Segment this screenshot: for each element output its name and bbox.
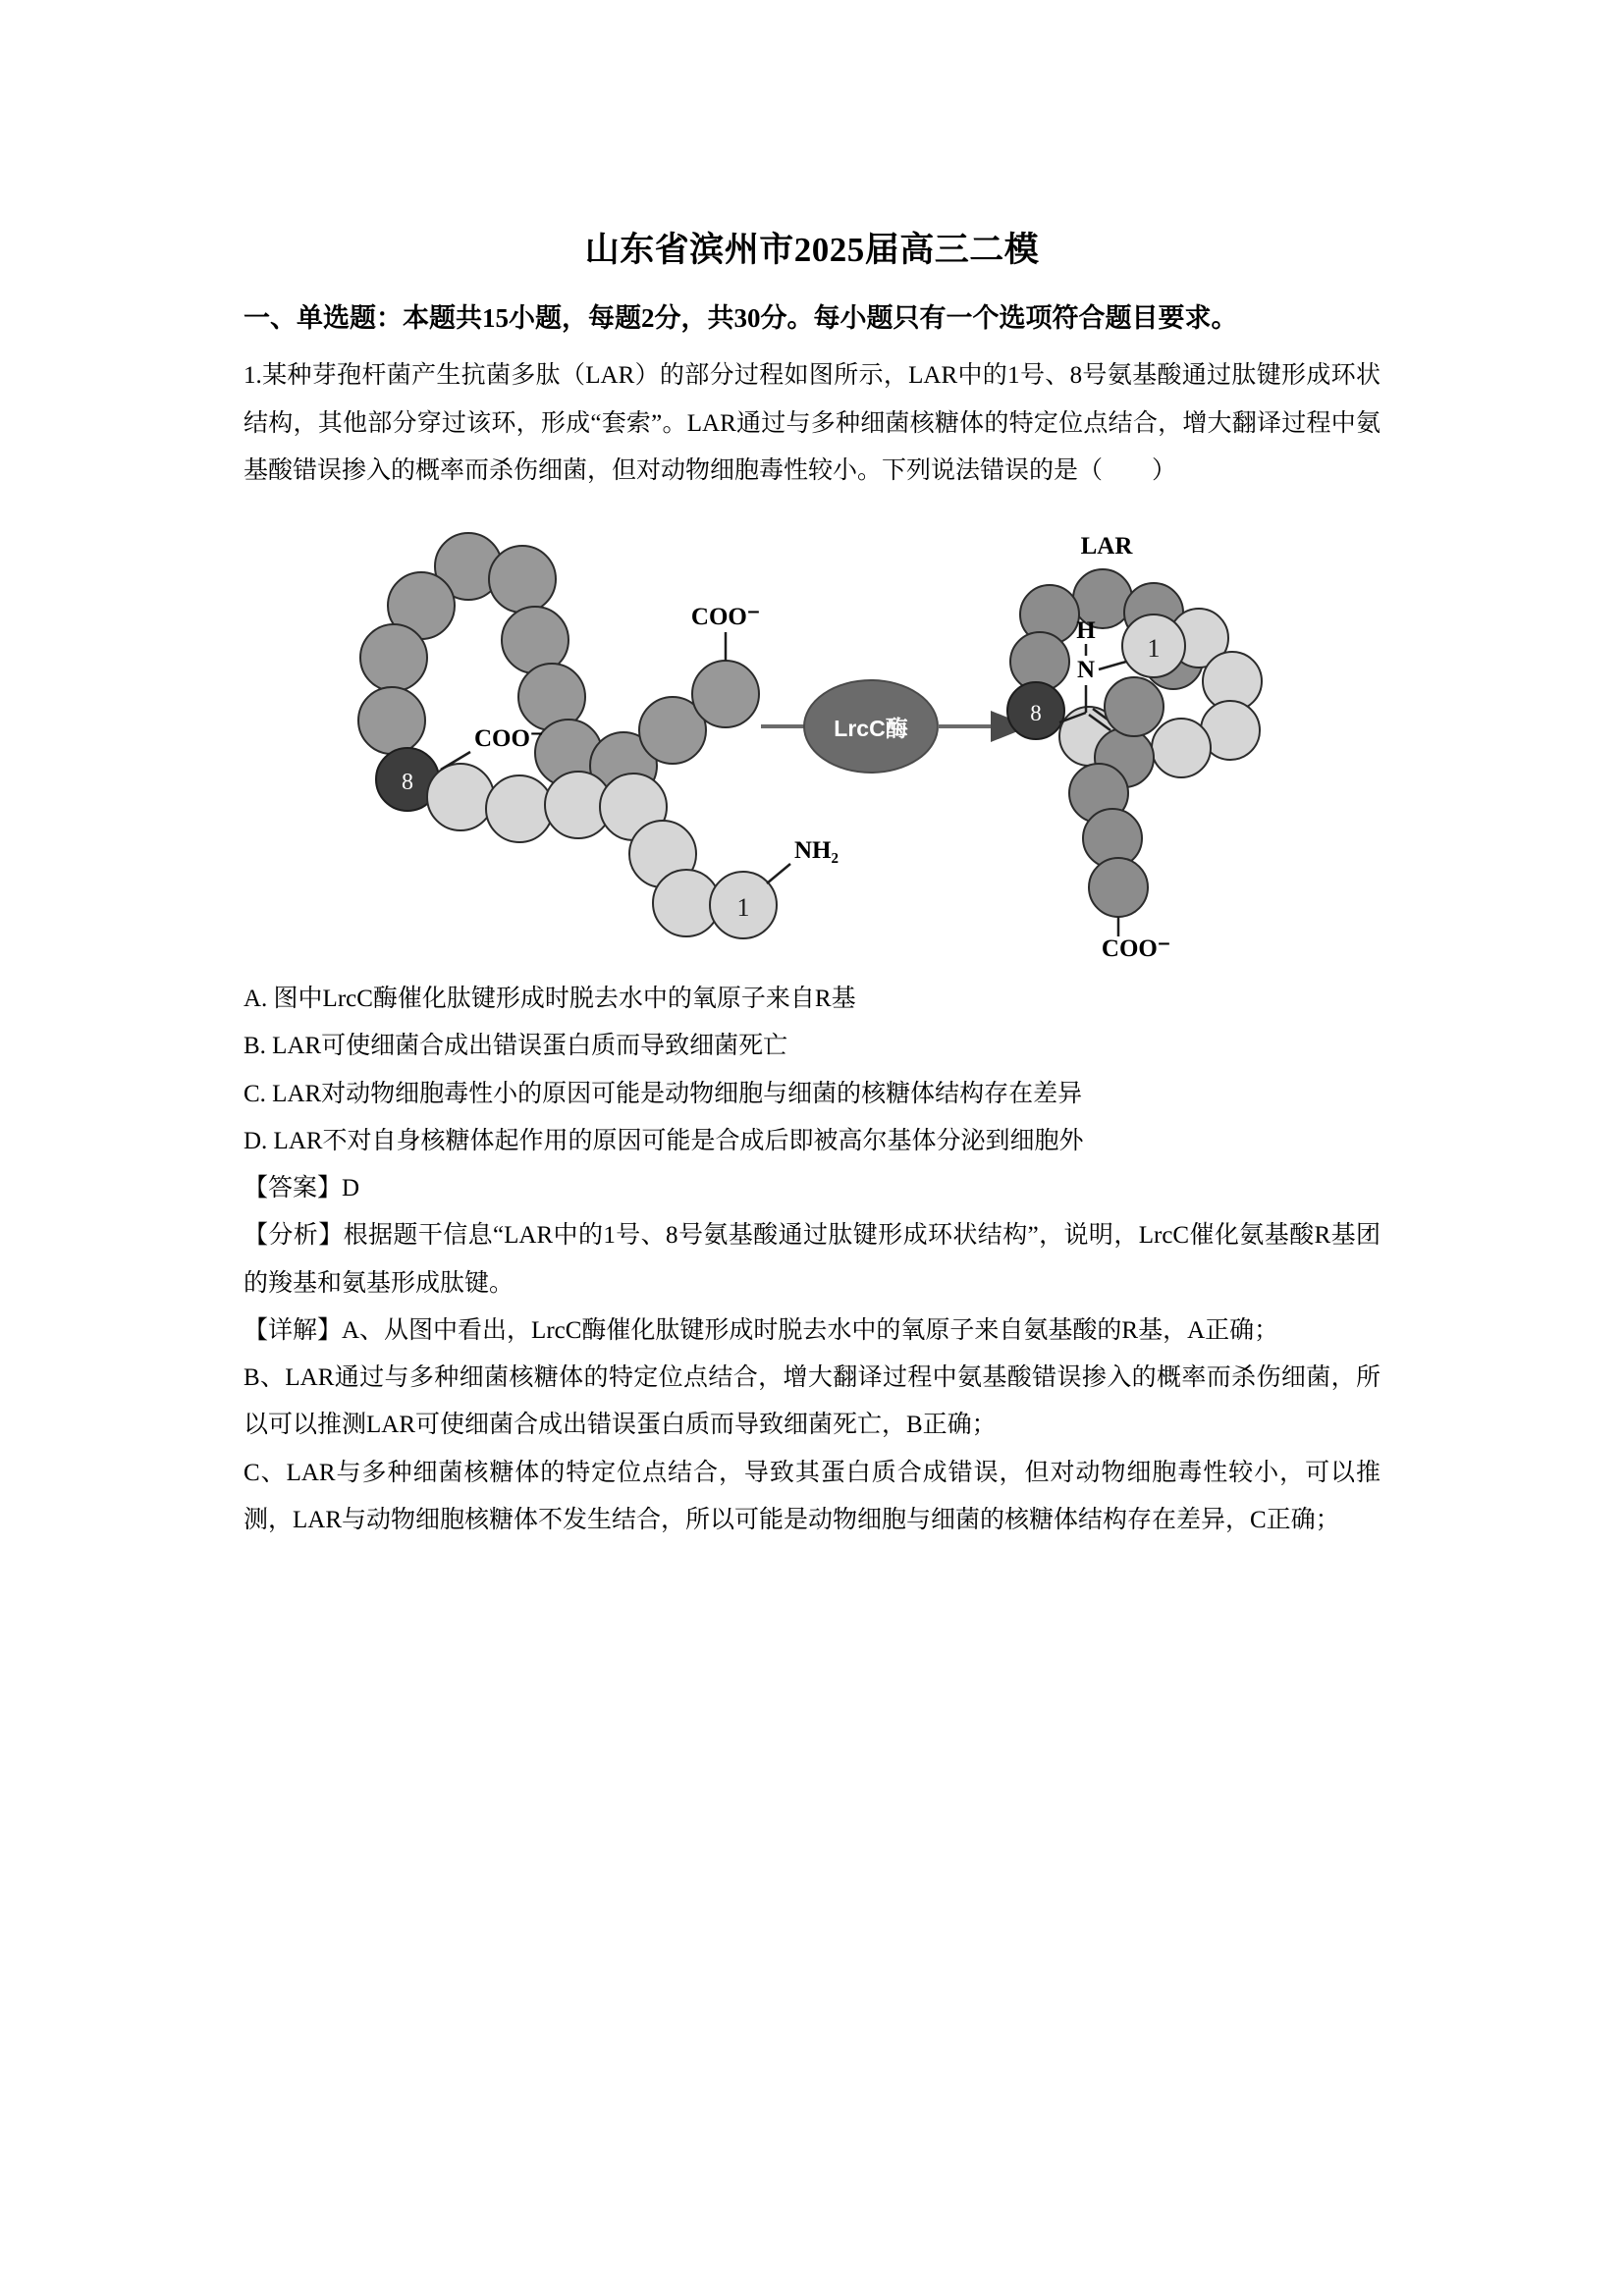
residue-bead — [1089, 858, 1148, 917]
lar-lasso-group — [1007, 533, 1262, 962]
enzyme-label: LrcC酶 — [834, 716, 908, 742]
question-stem: 1.某种芽孢杆菌产生抗菌多肽（LAR）的部分过程如图所示，LAR中的1号、8号氨基酸通过肽键形成环状结构，其他部分穿过该环，形成“套索”。LAR通过与多种细菌核糖体的特定位点结合，增大翻译过程中氨基酸错误掺入的概率而杀伤细菌，但对动物细胞毒性较小。下列说法错误的是（ ） — [244, 362, 1380, 484]
explanation-c: C、LAR与多种细菌核糖体的特定位点结合，导致其蛋白质合成错误，但对动物细胞毒性较小，可以推测，LAR与动物细胞核糖体不发生结合，所以可能是动物细胞与细菌的核糖体结构存在差异，C正确； — [244, 1459, 1380, 1533]
answer-line: 【答案】D — [244, 1175, 360, 1202]
coo-left-upper-label: COO⁻ — [690, 604, 761, 631]
lar-label: LAR — [1080, 533, 1133, 561]
residue-bead — [358, 687, 425, 754]
nh2-label: NH₂ — [794, 837, 839, 865]
residue-8-label: 8 — [402, 770, 413, 796]
page-title: 山东省滨州市2025届高三二模 — [584, 231, 1040, 269]
residue-bead — [360, 624, 427, 691]
enzyme-arrow-group — [761, 680, 1026, 773]
option-d: D. LAR不对自身核糖体起作用的原因可能是合成后即被高尔基体分泌到细胞外 — [244, 1127, 1084, 1154]
option-b: B. LAR可使细菌合成出错误蛋白质而导致细菌死亡 — [244, 1033, 788, 1060]
coo-left-lower-label: COO⁻ — [474, 725, 544, 753]
lar-peptide-diagram — [351, 512, 1273, 963]
residue-bead — [1152, 719, 1211, 777]
options-block — [244, 976, 1380, 1165]
residue-bead — [1105, 677, 1164, 736]
residue-bead — [427, 764, 494, 830]
explanation-b: B、LAR通过与多种细菌核糖体的特定位点结合，增大翻译过程中氨基酸错误掺入的概率而杀伤细菌，所以可以推测LAR可使细菌合成出错误蛋白质而导致细菌死亡，B正确； — [244, 1364, 1380, 1439]
question-figure — [244, 512, 1380, 963]
residue-bead — [486, 775, 553, 842]
option-a: A. 图中LrcC酶催化肽键形成时脱去水中的氧原子来自R基 — [244, 986, 856, 1013]
residue-bead — [692, 661, 759, 727]
right-residue-8-label: 8 — [1030, 701, 1042, 726]
explanation-a: 【详解】A、从图中看出，LrcC酶催化肽键形成时脱去水中的氧原子来自氨基酸的R基，A正确； — [244, 1316, 1279, 1344]
residue-1-label: 1 — [736, 893, 750, 923]
section-heading: 一、单选题：本题共15小题，每题2分，共30分。每小题只有一个选项符合题目要求。 — [244, 302, 1238, 333]
right-residue-1-label: 1 — [1147, 634, 1161, 664]
amide-h-label: H — [1076, 617, 1096, 645]
residue-bead — [489, 546, 556, 613]
amide-n-label: N — [1076, 657, 1096, 684]
analysis-line: 【分析】根据题干信息“LAR中的1号、8号氨基酸通过肽键形成环状结构”，说明，LrcC催化氨基酸R基团的羧基和氨基形成肽键。 — [244, 1222, 1380, 1297]
coo-right-label: COO⁻ — [1101, 935, 1171, 963]
option-c: C. LAR对动物细胞毒性小的原因可能是动物细胞与细菌的核糖体结构存在差异 — [244, 1080, 1083, 1107]
